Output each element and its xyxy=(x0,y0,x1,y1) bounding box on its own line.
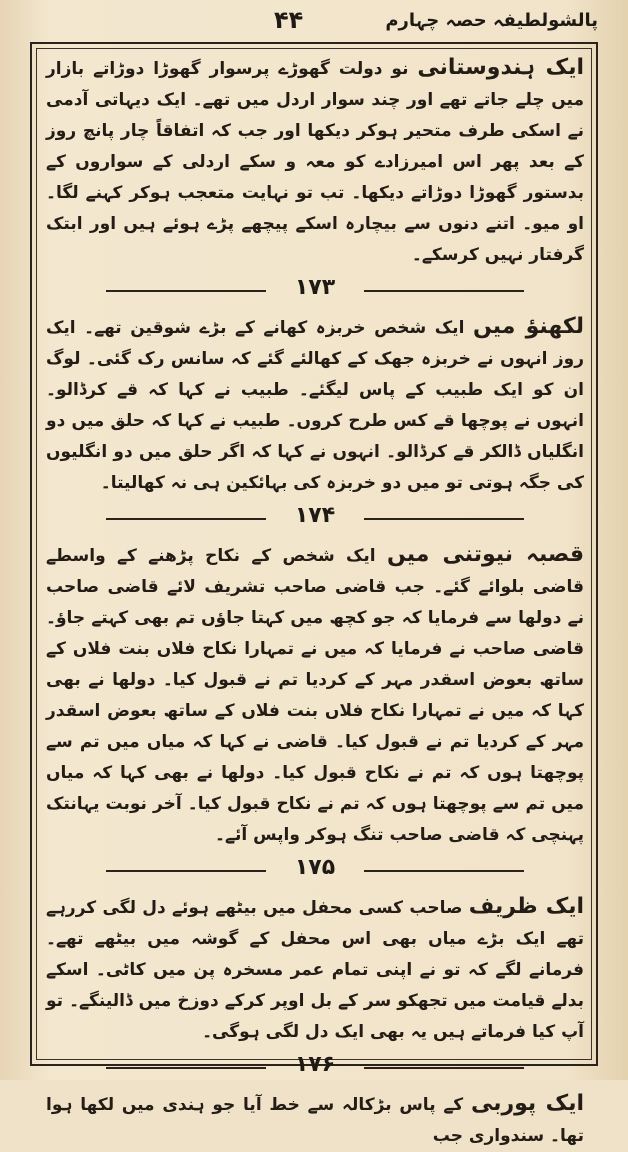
book-title: پالشولطیفہ حصہ چہارم xyxy=(385,10,598,31)
separator-line xyxy=(106,518,266,520)
anecdote-separator xyxy=(46,275,584,305)
page-number: ۴۴ xyxy=(274,6,304,34)
anecdote-text: نو دولت گھوڑے پرسوار گھوڑا دوڑاتے بازار میں چلے جاتے تھے اور چند سوار اردل میں تھے۔ ایک دیہاتی آدمی نے اسکی طرف متحیر ہوکر دیکھا اور جب کہ اتفاقاً چار پانچ روز کے بعد پھر اس امیرزادے کو معہ و سکے اردلی کے سواروں کے بدستور گھوڑا دوڑاتے دیکھا۔ تب تو نہایت متعجب ہوکر کہنے لگا۔ او میو۔ اتنے دنوں سے بیچارہ اسکے پیچھے پڑے ہوئے ہیں اور ابتک گرفتار نہیں کرسکے۔ xyxy=(46,59,584,265)
anecdote-paragraph xyxy=(46,539,584,851)
anecdote-lead: قصبہ نیوتنی میں xyxy=(386,542,585,567)
anecdote-text: ایک شخص خربزہ کھانے کے بڑے شوقین تھے۔ ایک روز انہوں نے خربزہ جھک کے کھالئے گئے کہ سانس رک گئی۔ لوگ ان کو ایک طبیب کے پاس لیگئے۔ طبیب نے کہا کہ قے کرڈالو۔ انہوں نے پوچھا قے کس طرح کروں۔ طبیب نے کہا کہ حلق میں دو انگلیاں ڈالکر قے کرڈالو۔ انہوں نے کہا کہ اگر حلق میں دو انگلیوں کی جگہ ہوتی تو میں دو خربزہ کی بہائکین ہی نہ کھالیتا۔ xyxy=(46,318,584,493)
anecdote-number: ۱۷۴ xyxy=(294,503,336,528)
anecdote-separator xyxy=(46,503,584,533)
anecdote-text: ایک شخص کے نکاح پڑھنے کے واسطے قاضی بلوائے گئے۔ جب قاضی صاحب تشریف لائے قاضی صاحب نے دولھا سے فرمایا کہ جو کچھ میں کہتا جاؤں تم بھی کہتے جاؤ۔ قاضی صاحب نے فرمایا کہ میں نے تمہارا نکاح فلاں بنت فلاں کے ساتھ بعوض اسقدر مہر کے کردیا تم نے قبول کیا۔ دولھا نے بھی کہا کہ میں نے تمہارا نکاح فلاں بنت فلاں کے ساتھ بعوض اسقدر مہر کے کردیا تم نے قبول کیا۔ قاضی نے کہا کہ میاں میں تم سے پوچھتا ہوں کہ تم نے نکاح قبول کیا۔ دولھا نے بھی کہا کہ میاں میں تم سے پوچھتا ہوں کہ تم نے نکاح قبول کیا۔ آخر نوبت یہانتک پہنچی کہ قاضی صاحب تنگ ہوکر واپس آئے۔ xyxy=(46,546,584,845)
anecdote-paragraph xyxy=(46,311,584,499)
page-frame xyxy=(30,42,598,1146)
anecdote-paragraph xyxy=(46,1088,584,1152)
separator-line xyxy=(106,1067,266,1069)
anecdote-number: ۱۷۶ xyxy=(294,1052,336,1077)
anecdote-separator xyxy=(46,1052,584,1082)
separator-line xyxy=(106,290,266,292)
anecdote-lead: ایک ہندوستانی xyxy=(417,55,585,80)
page-header xyxy=(34,4,598,40)
anecdote-separator xyxy=(46,855,584,885)
anecdote-text: صاحب کسی محفل میں بیٹھے ہوئے دل لگی کررہے تھے ایک بڑے میاں بھی اس محفل کے گوشہ میں بیٹھے تھے۔ فرمانے لگے کہ تو نے اپنی تمام عمر مسخرہ پن میں کاٹی۔ اسکے بدلے قیامت میں تجھکو سر کے بل اوپر کرکے دوزخ میں ڈالینگے۔ تو آپ کیا فرماتے ہیں یہ بھی ایک دل لگی ہوگی۔ xyxy=(46,898,584,1042)
anecdote-number: ۱۷۳ xyxy=(294,275,336,300)
anecdote-paragraph xyxy=(46,891,584,1048)
separator-line xyxy=(106,870,266,872)
page-content xyxy=(46,52,585,1146)
anecdote-lead: لکھنؤ میں xyxy=(472,314,584,339)
anecdote-lead: ایک ظریف xyxy=(468,894,585,919)
anecdote-paragraph xyxy=(46,52,584,271)
anecdote-number: ۱۷۵ xyxy=(294,855,336,880)
anecdote-text: کے پاس بڑکالہ سے خط آیا جو ہندی میں لکھا ہوا تھا۔ سندواری جب xyxy=(46,1095,584,1146)
anecdote-lead: ایک پوربی xyxy=(470,1091,585,1116)
